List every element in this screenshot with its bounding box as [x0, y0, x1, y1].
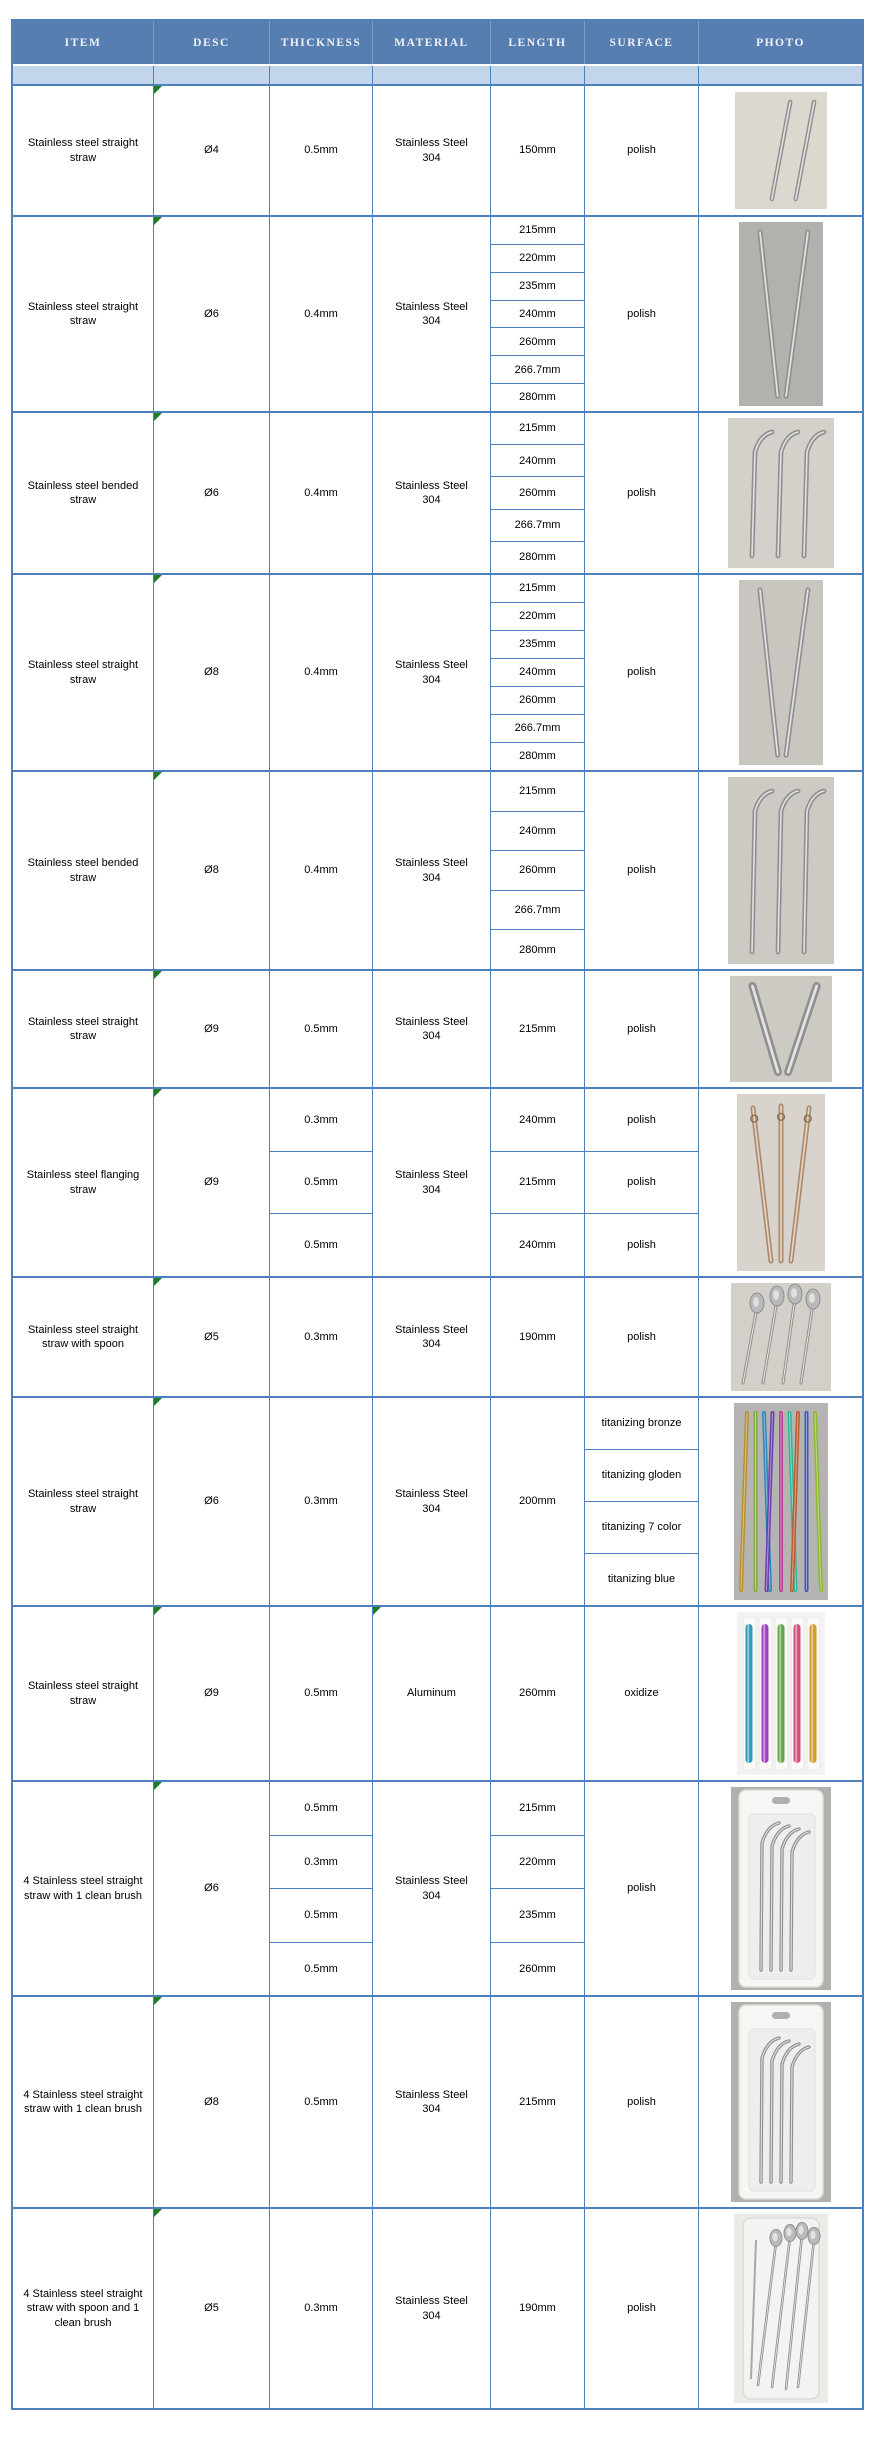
thickness-cell	[269, 1089, 372, 1276]
surface-cell-text: polish	[627, 864, 656, 877]
item-cell	[13, 772, 153, 969]
sub-cell: 260mm	[491, 686, 584, 714]
sub-cell: titanizing 7 color	[585, 1501, 698, 1553]
header-material: MATERIAL	[372, 21, 490, 64]
cell-flag-icon	[154, 217, 162, 225]
sub-cell: 220mm	[491, 244, 584, 272]
header-desc: DESC	[153, 21, 269, 64]
thickness-cell-text: 0.5mm	[304, 1687, 338, 1700]
sub-cell: 240mm	[519, 1113, 556, 1126]
item-cell	[13, 86, 153, 215]
length-cell-text: 190mm	[519, 1330, 556, 1343]
table-row	[13, 1276, 862, 1396]
item-cell-text: Stainless steel straight straw	[27, 1015, 139, 1042]
cell-flag-icon	[154, 413, 162, 421]
sub-cell: 235mm	[491, 1888, 584, 1942]
thickness-cell	[269, 971, 372, 1087]
material-cell	[372, 2209, 490, 2408]
thickness-cell	[269, 1398, 372, 1605]
surface-cell	[584, 217, 698, 411]
item-cell-text: Stainless steel straight straw with spoon	[27, 1323, 139, 1350]
thickness-cell	[269, 413, 372, 573]
empty-subheader-row	[13, 64, 862, 86]
desc-cell-text: Ø8	[204, 2095, 219, 2108]
sub-cell: 220mm	[491, 602, 584, 630]
material-cell	[372, 1278, 490, 1396]
cell-flag-icon	[154, 971, 162, 979]
length-cell	[490, 1607, 584, 1780]
cell-flag-icon	[154, 1782, 162, 1790]
material-cell	[372, 1607, 490, 1780]
surface-cell-text: polish	[627, 144, 656, 157]
table-row	[13, 1995, 862, 2207]
sub-cell: 280mm	[491, 541, 584, 573]
sub-cell: 0.5mm	[270, 1888, 372, 1942]
product-photo	[698, 575, 862, 770]
product-photo	[698, 772, 862, 969]
sub-cell: 266.7mm	[491, 890, 584, 930]
item-cell	[13, 575, 153, 770]
desc-cell-text: Ø8	[204, 864, 219, 877]
thickness-cell-text: 0.4mm	[304, 486, 338, 499]
material-cell-text: Stainless Steel 304	[395, 1323, 468, 1350]
sub-cell: titanizing bronze	[601, 1417, 682, 1430]
desc-cell-text: Ø6	[204, 307, 219, 320]
product-photo	[698, 86, 862, 215]
surface-cell-text: polish	[627, 1330, 656, 1343]
sub-cell: 215mm	[519, 582, 556, 595]
header-thickness: THICKNESS	[269, 21, 372, 64]
product-photo	[698, 1782, 862, 1995]
desc-cell-text: Ø8	[204, 666, 219, 679]
item-cell	[13, 1782, 153, 1995]
thickness-cell-text: 0.4mm	[304, 307, 338, 320]
material-cell-text: Stainless Steel 304	[395, 857, 468, 884]
sub-cell: 240mm	[491, 300, 584, 328]
thickness-cell-text: 0.3mm	[304, 1330, 338, 1343]
header-photo: PHOTO	[698, 21, 862, 64]
thickness-cell-text: 0.3mm	[304, 1495, 338, 1508]
material-cell	[372, 1997, 490, 2207]
item-cell	[13, 1607, 153, 1780]
material-cell	[372, 1089, 490, 1276]
thickness-cell	[269, 2209, 372, 2408]
table-row	[13, 2207, 862, 2408]
desc-cell-text: Ø9	[204, 1176, 219, 1189]
length-cell	[490, 1398, 584, 1605]
thickness-cell	[269, 1997, 372, 2207]
sub-cell: 215mm	[491, 1151, 584, 1214]
surface-cell	[584, 2209, 698, 2408]
length-cell-text: 215mm	[519, 1022, 556, 1035]
desc-cell-text: Ø5	[204, 2302, 219, 2315]
cell-flag-icon	[154, 1607, 162, 1615]
surface-cell-text: polish	[627, 486, 656, 499]
thickness-cell-text: 0.4mm	[304, 864, 338, 877]
length-cell	[490, 1997, 584, 2207]
surface-cell	[584, 971, 698, 1087]
desc-cell-text: Ø6	[204, 1882, 219, 1895]
material-cell	[372, 575, 490, 770]
length-cell	[490, 1278, 584, 1396]
header-surface: SURFACE	[584, 21, 698, 64]
table-body	[13, 86, 862, 2408]
cell-flag-icon	[154, 86, 162, 94]
thickness-cell	[269, 575, 372, 770]
desc-cell	[153, 772, 269, 969]
item-cell-text: Stainless steel straight straw	[27, 659, 139, 686]
table-row	[13, 1396, 862, 1605]
table-row	[13, 770, 862, 969]
length-cell	[490, 86, 584, 215]
sub-cell: polish	[585, 1213, 698, 1276]
table-row	[13, 1087, 862, 1276]
thickness-cell	[269, 1607, 372, 1780]
material-cell-text: Stainless Steel 304	[395, 479, 468, 506]
length-cell	[490, 971, 584, 1087]
item-cell-text: 4 Stainless steel straight straw with 1 clean brush	[23, 1875, 143, 1902]
surface-cell	[584, 1398, 698, 1605]
surface-cell	[584, 413, 698, 573]
cell-flag-icon	[373, 1607, 381, 1615]
length-cell-text: 260mm	[519, 1687, 556, 1700]
sub-cell: 0.3mm	[270, 1835, 372, 1889]
product-photo	[698, 1607, 862, 1780]
sub-cell: 260mm	[491, 476, 584, 508]
sub-cell: 0.5mm	[270, 1151, 372, 1214]
table-row	[13, 1780, 862, 1995]
desc-cell	[153, 1089, 269, 1276]
sub-cell: 240mm	[491, 658, 584, 686]
sub-cell: 240mm	[491, 1213, 584, 1276]
surface-cell	[584, 1278, 698, 1396]
desc-cell-text: Ø6	[204, 486, 219, 499]
material-cell-text: Stainless Steel 304	[395, 659, 468, 686]
length-cell	[490, 2209, 584, 2408]
material-cell-text: Stainless Steel 304	[395, 2088, 468, 2115]
item-cell-text: Stainless steel straight straw	[27, 1488, 139, 1515]
material-cell	[372, 1782, 490, 1995]
desc-cell	[153, 1607, 269, 1780]
table-row	[13, 573, 862, 770]
cell-flag-icon	[154, 2209, 162, 2217]
surface-cell	[584, 575, 698, 770]
sub-cell: polish	[627, 1113, 656, 1126]
desc-cell	[153, 575, 269, 770]
surface-cell	[584, 1607, 698, 1780]
cell-flag-icon	[154, 1278, 162, 1286]
desc-cell-text: Ø4	[204, 144, 219, 157]
desc-cell	[153, 1782, 269, 1995]
sub-cell: 266.7mm	[491, 355, 584, 383]
cell-flag-icon	[154, 1089, 162, 1097]
surface-cell	[584, 1997, 698, 2207]
length-cell	[490, 217, 584, 411]
thickness-cell-text: 0.3mm	[304, 2302, 338, 2315]
desc-cell	[153, 1278, 269, 1396]
material-cell-text: Stainless Steel 304	[395, 1169, 468, 1196]
desc-cell	[153, 86, 269, 215]
sub-cell: 266.7mm	[491, 509, 584, 541]
material-cell	[372, 217, 490, 411]
item-cell	[13, 971, 153, 1087]
product-photo	[698, 2209, 862, 2408]
thickness-cell-text: 0.5mm	[304, 144, 338, 157]
thickness-cell	[269, 1782, 372, 1995]
item-cell-text: 4 Stainless steel straight straw with 1 clean brush	[23, 2088, 143, 2115]
table-row	[13, 1605, 862, 1780]
product-photo	[698, 413, 862, 573]
surface-cell-text: polish	[627, 2095, 656, 2108]
sub-cell: 215mm	[519, 785, 556, 798]
table-row	[13, 215, 862, 411]
length-cell-text: 150mm	[519, 144, 556, 157]
desc-cell	[153, 217, 269, 411]
thickness-cell-text: 0.4mm	[304, 666, 338, 679]
length-cell-text: 215mm	[519, 2095, 556, 2108]
sub-cell: 280mm	[491, 929, 584, 969]
desc-cell-text: Ø6	[204, 1495, 219, 1508]
cell-flag-icon	[154, 772, 162, 780]
item-cell	[13, 413, 153, 573]
item-cell	[13, 2209, 153, 2408]
cell-flag-icon	[154, 575, 162, 583]
item-cell	[13, 1997, 153, 2207]
length-cell	[490, 413, 584, 573]
sub-cell: 260mm	[491, 327, 584, 355]
material-cell-text: Stainless Steel 304	[395, 1015, 468, 1042]
sub-cell: 0.5mm	[270, 1942, 372, 1996]
surface-cell-text: polish	[627, 666, 656, 679]
product-photo	[698, 217, 862, 411]
surface-cell-text: polish	[627, 2302, 656, 2315]
item-cell-text: Stainless steel straight straw	[27, 1680, 139, 1707]
sub-cell: 0.3mm	[304, 1113, 338, 1126]
material-cell-text: Stainless Steel 304	[395, 1488, 468, 1515]
item-cell-text: Stainless steel straight straw	[27, 137, 139, 164]
item-cell-text: 4 Stainless steel straight straw with spoon and 1 clean brush	[23, 2288, 143, 2329]
surface-cell-text: oxidize	[624, 1687, 659, 1700]
desc-cell	[153, 1997, 269, 2207]
surface-cell-text: polish	[627, 1882, 656, 1895]
sub-cell: titanizing blue	[585, 1553, 698, 1605]
product-spec-table	[11, 19, 864, 2410]
desc-cell-text: Ø9	[204, 1687, 219, 1700]
surface-cell	[584, 1782, 698, 1995]
desc-cell	[153, 1398, 269, 1605]
length-cell	[490, 575, 584, 770]
desc-cell	[153, 413, 269, 573]
material-cell	[372, 413, 490, 573]
table-row	[13, 86, 862, 215]
header-item: ITEM	[64, 36, 102, 49]
material-cell-text: Stainless Steel 304	[395, 300, 468, 327]
surface-cell-text: polish	[627, 1022, 656, 1035]
header-length: LENGTH	[490, 21, 584, 64]
table-row	[13, 411, 862, 573]
material-cell-text: Stainless Steel 304	[395, 2295, 468, 2322]
thickness-cell	[269, 772, 372, 969]
cell-flag-icon	[154, 1997, 162, 2005]
length-cell-text: 200mm	[519, 1495, 556, 1508]
sub-cell: 280mm	[491, 742, 584, 770]
material-cell	[372, 772, 490, 969]
material-cell	[372, 1398, 490, 1605]
sub-cell: 235mm	[491, 630, 584, 658]
sub-cell: 0.5mm	[304, 1802, 338, 1815]
item-cell-text: Stainless steel flanging straw	[26, 1169, 140, 1196]
item-cell-text: Stainless steel bended straw	[27, 479, 139, 506]
item-cell-text: Stainless steel bended straw	[27, 857, 139, 884]
surface-cell	[584, 772, 698, 969]
material-cell	[372, 86, 490, 215]
sub-cell: 215mm	[519, 224, 556, 237]
sub-cell: 280mm	[491, 383, 584, 411]
desc-cell	[153, 971, 269, 1087]
item-cell	[13, 217, 153, 411]
sub-cell: 215mm	[519, 1802, 556, 1815]
product-photo	[698, 1398, 862, 1605]
sub-cell: 215mm	[519, 422, 556, 435]
length-cell	[490, 772, 584, 969]
surface-cell	[584, 86, 698, 215]
desc-cell-text: Ø5	[204, 1330, 219, 1343]
surface-cell	[584, 1089, 698, 1276]
thickness-cell-text: 0.5mm	[304, 2095, 338, 2108]
sub-cell: 240mm	[491, 811, 584, 851]
desc-cell-text: Ø9	[204, 1022, 219, 1035]
material-cell-text: Stainless Steel 304	[395, 137, 468, 164]
item-cell-text: Stainless steel straight straw	[27, 300, 139, 327]
item-cell	[13, 1398, 153, 1605]
product-photo	[698, 1997, 862, 2207]
thickness-cell	[269, 217, 372, 411]
item-cell	[13, 1278, 153, 1396]
desc-cell	[153, 2209, 269, 2408]
sub-cell: 260mm	[491, 850, 584, 890]
item-cell	[13, 1089, 153, 1276]
sub-cell: 0.5mm	[270, 1213, 372, 1276]
table-row	[13, 969, 862, 1087]
length-cell-text: 190mm	[519, 2302, 556, 2315]
thickness-cell	[269, 1278, 372, 1396]
thickness-cell-text: 0.5mm	[304, 1022, 338, 1035]
sub-cell: 266.7mm	[491, 714, 584, 742]
sub-cell: 240mm	[491, 444, 584, 476]
product-photo	[698, 1089, 862, 1276]
length-cell	[490, 1782, 584, 1995]
sub-cell: titanizing gloden	[585, 1449, 698, 1501]
sub-cell: 235mm	[491, 272, 584, 300]
thickness-cell	[269, 86, 372, 215]
material-cell	[372, 971, 490, 1087]
sub-cell: 260mm	[491, 1942, 584, 1996]
length-cell	[490, 1089, 584, 1276]
material-cell-text: Stainless Steel 304	[395, 1875, 468, 1902]
product-photo	[698, 1278, 862, 1396]
table-header-row	[13, 21, 862, 64]
sub-cell: 220mm	[491, 1835, 584, 1889]
material-cell-text: Aluminum	[407, 1687, 456, 1700]
cell-flag-icon	[154, 1398, 162, 1406]
sub-cell: polish	[585, 1151, 698, 1214]
product-photo	[698, 971, 862, 1087]
surface-cell-text: polish	[627, 307, 656, 320]
